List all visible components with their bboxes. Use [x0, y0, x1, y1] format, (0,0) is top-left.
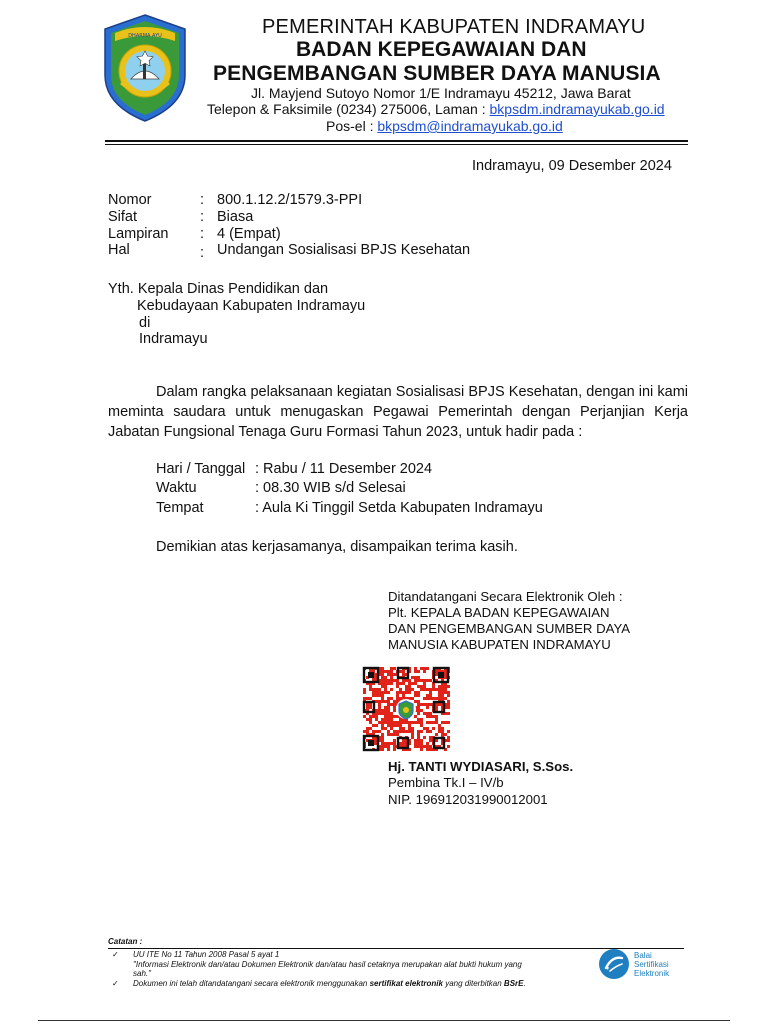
phone-label: Telepon & Faksimile (0234) 275006, Laman : — [207, 101, 490, 117]
regency-emblem-logo — [101, 13, 189, 123]
meta-label-hal: Hal — [108, 242, 130, 258]
schedule-label-place: Tempat — [156, 500, 204, 516]
note-esign-bsre: BSrE — [503, 979, 524, 988]
letterhead-email — [326, 118, 563, 134]
body-paragraph: Dalam rangka pelaksanaan kegiatan Sosialisasi BPJS Kesehatan, dengan ini kami meminta saudara untuk menugaskan Pegawai Pemerintah dengan Perjanjian Kerja Jabatan Fungsional Tenaga Guru Formasi Tahun 2023, untuk hadir pada : — [108, 384, 688, 440]
letterhead-agency-line1: BADAN KEPEGAWAIAN DAN — [296, 38, 587, 61]
note-esign-statement — [133, 979, 526, 988]
note-esign-certificate: sertifikat elektronik — [369, 979, 443, 988]
letterhead-government: PEMERINTAH KABUPATEN INDRAMAYU — [262, 16, 646, 38]
email-label: Pos-el : — [326, 118, 378, 134]
e-signature-qr-code — [362, 666, 450, 752]
body-paragraph-container — [108, 382, 688, 442]
email-link[interactable]: bkpsdm@indramayukab.go.id — [377, 118, 563, 134]
signature-e-sign-note: Ditandatangani Secara Elektronik Oleh : — [388, 589, 623, 604]
meta-colon: : — [200, 226, 205, 242]
letter-date: Indramayu, 09 Desember 2024 — [472, 158, 672, 174]
meta-value-hal: Undangan Sosialisasi BPJS Kesehatan — [217, 242, 471, 258]
meta-label-sifat: Sifat — [108, 209, 138, 225]
letterhead-address: Jl. Mayjend Sutoyo Nomor 1/E Indramayu 45212, Jawa Barat — [251, 85, 631, 101]
signatory-rank: Pembina Tk.I – IV/b — [388, 775, 504, 790]
note-esign-period: . — [523, 979, 526, 988]
website-link[interactable]: bkpsdm.indramayukab.go.id — [489, 101, 665, 117]
meta-value-sifat: Biasa — [217, 209, 254, 225]
signatory-nip: NIP. 196912031990012001 — [388, 792, 548, 807]
schedule-value-date: : Rabu / 11 Desember 2024 — [255, 461, 433, 477]
meta-colon: : — [200, 209, 205, 225]
signatory-name: Hj. TANTI WYDIASARI, S.Sos. — [388, 759, 574, 774]
bsre-label-line2: Sertifikasi — [634, 960, 669, 969]
meta-label-lampiran: Lampiran — [108, 226, 169, 242]
addressee-line1: Yth. Kepala Dinas Pendidikan dan — [108, 281, 329, 297]
emblem-banner-text: DHARMA AYU — [128, 33, 162, 39]
addressee-line4: Indramayu — [139, 331, 208, 347]
addressee-line2: Kebudayaan Kabupaten Indramayu — [137, 298, 366, 314]
signature-title-line2: DAN PENGEMBANGAN SUMBER DAYA — [388, 621, 631, 636]
addressee-line3: di — [139, 315, 151, 331]
meta-value-nomor: 800.1.12.2/1579.3-PPI — [217, 192, 363, 208]
note-law-reference: UU ITE No 11 Tahun 2008 Pasal 5 ayat 1 — [133, 950, 280, 959]
schedule-label-date: Hari / Tanggal — [156, 461, 246, 477]
checkmark-icon: ✓ — [112, 950, 119, 959]
bsre-logo-icon — [598, 948, 630, 980]
note-law-quote-end: sah." — [133, 969, 151, 978]
letterhead-phone — [207, 101, 665, 117]
letterhead-agency-line2: PENGEMBANGAN SUMBER DAYA MANUSIA — [213, 62, 661, 85]
meta-value-lampiran: 4 (Empat) — [217, 226, 281, 242]
page-bottom-edge — [38, 1020, 730, 1021]
checkmark-icon: ✓ — [112, 979, 119, 988]
meta-label-nomor: Nomor — [108, 192, 152, 208]
signature-title-line3: MANUSIA KABUPATEN INDRAMAYU — [388, 637, 611, 652]
letterhead-divider-thin — [105, 144, 688, 145]
schedule-label-time: Waktu — [156, 480, 197, 496]
note-esign-text: Dokumen ini telah ditandatangani secara elektronik menggunakan — [133, 979, 370, 988]
notes-title: Catatan : — [108, 937, 143, 946]
closing-sentence: Demikian atas kerjasamanya, disampaikan terima kasih. — [156, 539, 518, 555]
schedule-value-time: : 08.30 WIB s/d Selesai — [255, 480, 406, 496]
schedule-value-place: : Aula Ki Tinggil Setda Kabupaten Indramayu — [255, 500, 543, 516]
letterhead-divider-thick — [105, 140, 688, 142]
signature-title-line1: Plt. KEPALA BADAN KEPEGAWAIAN — [388, 605, 610, 620]
meta-colon: : — [200, 245, 205, 261]
bsre-label-line3: Elektronik — [634, 969, 670, 978]
note-law-quote: "Informasi Elektronik dan/atau Dokumen Elektronik dan/atau hasil cetaknya merupakan alat bukti hukum yang — [133, 960, 522, 969]
bsre-label-line1: Balai — [634, 951, 652, 960]
note-esign-issued: yang diterbitkan — [442, 979, 504, 988]
meta-colon: : — [200, 192, 205, 208]
